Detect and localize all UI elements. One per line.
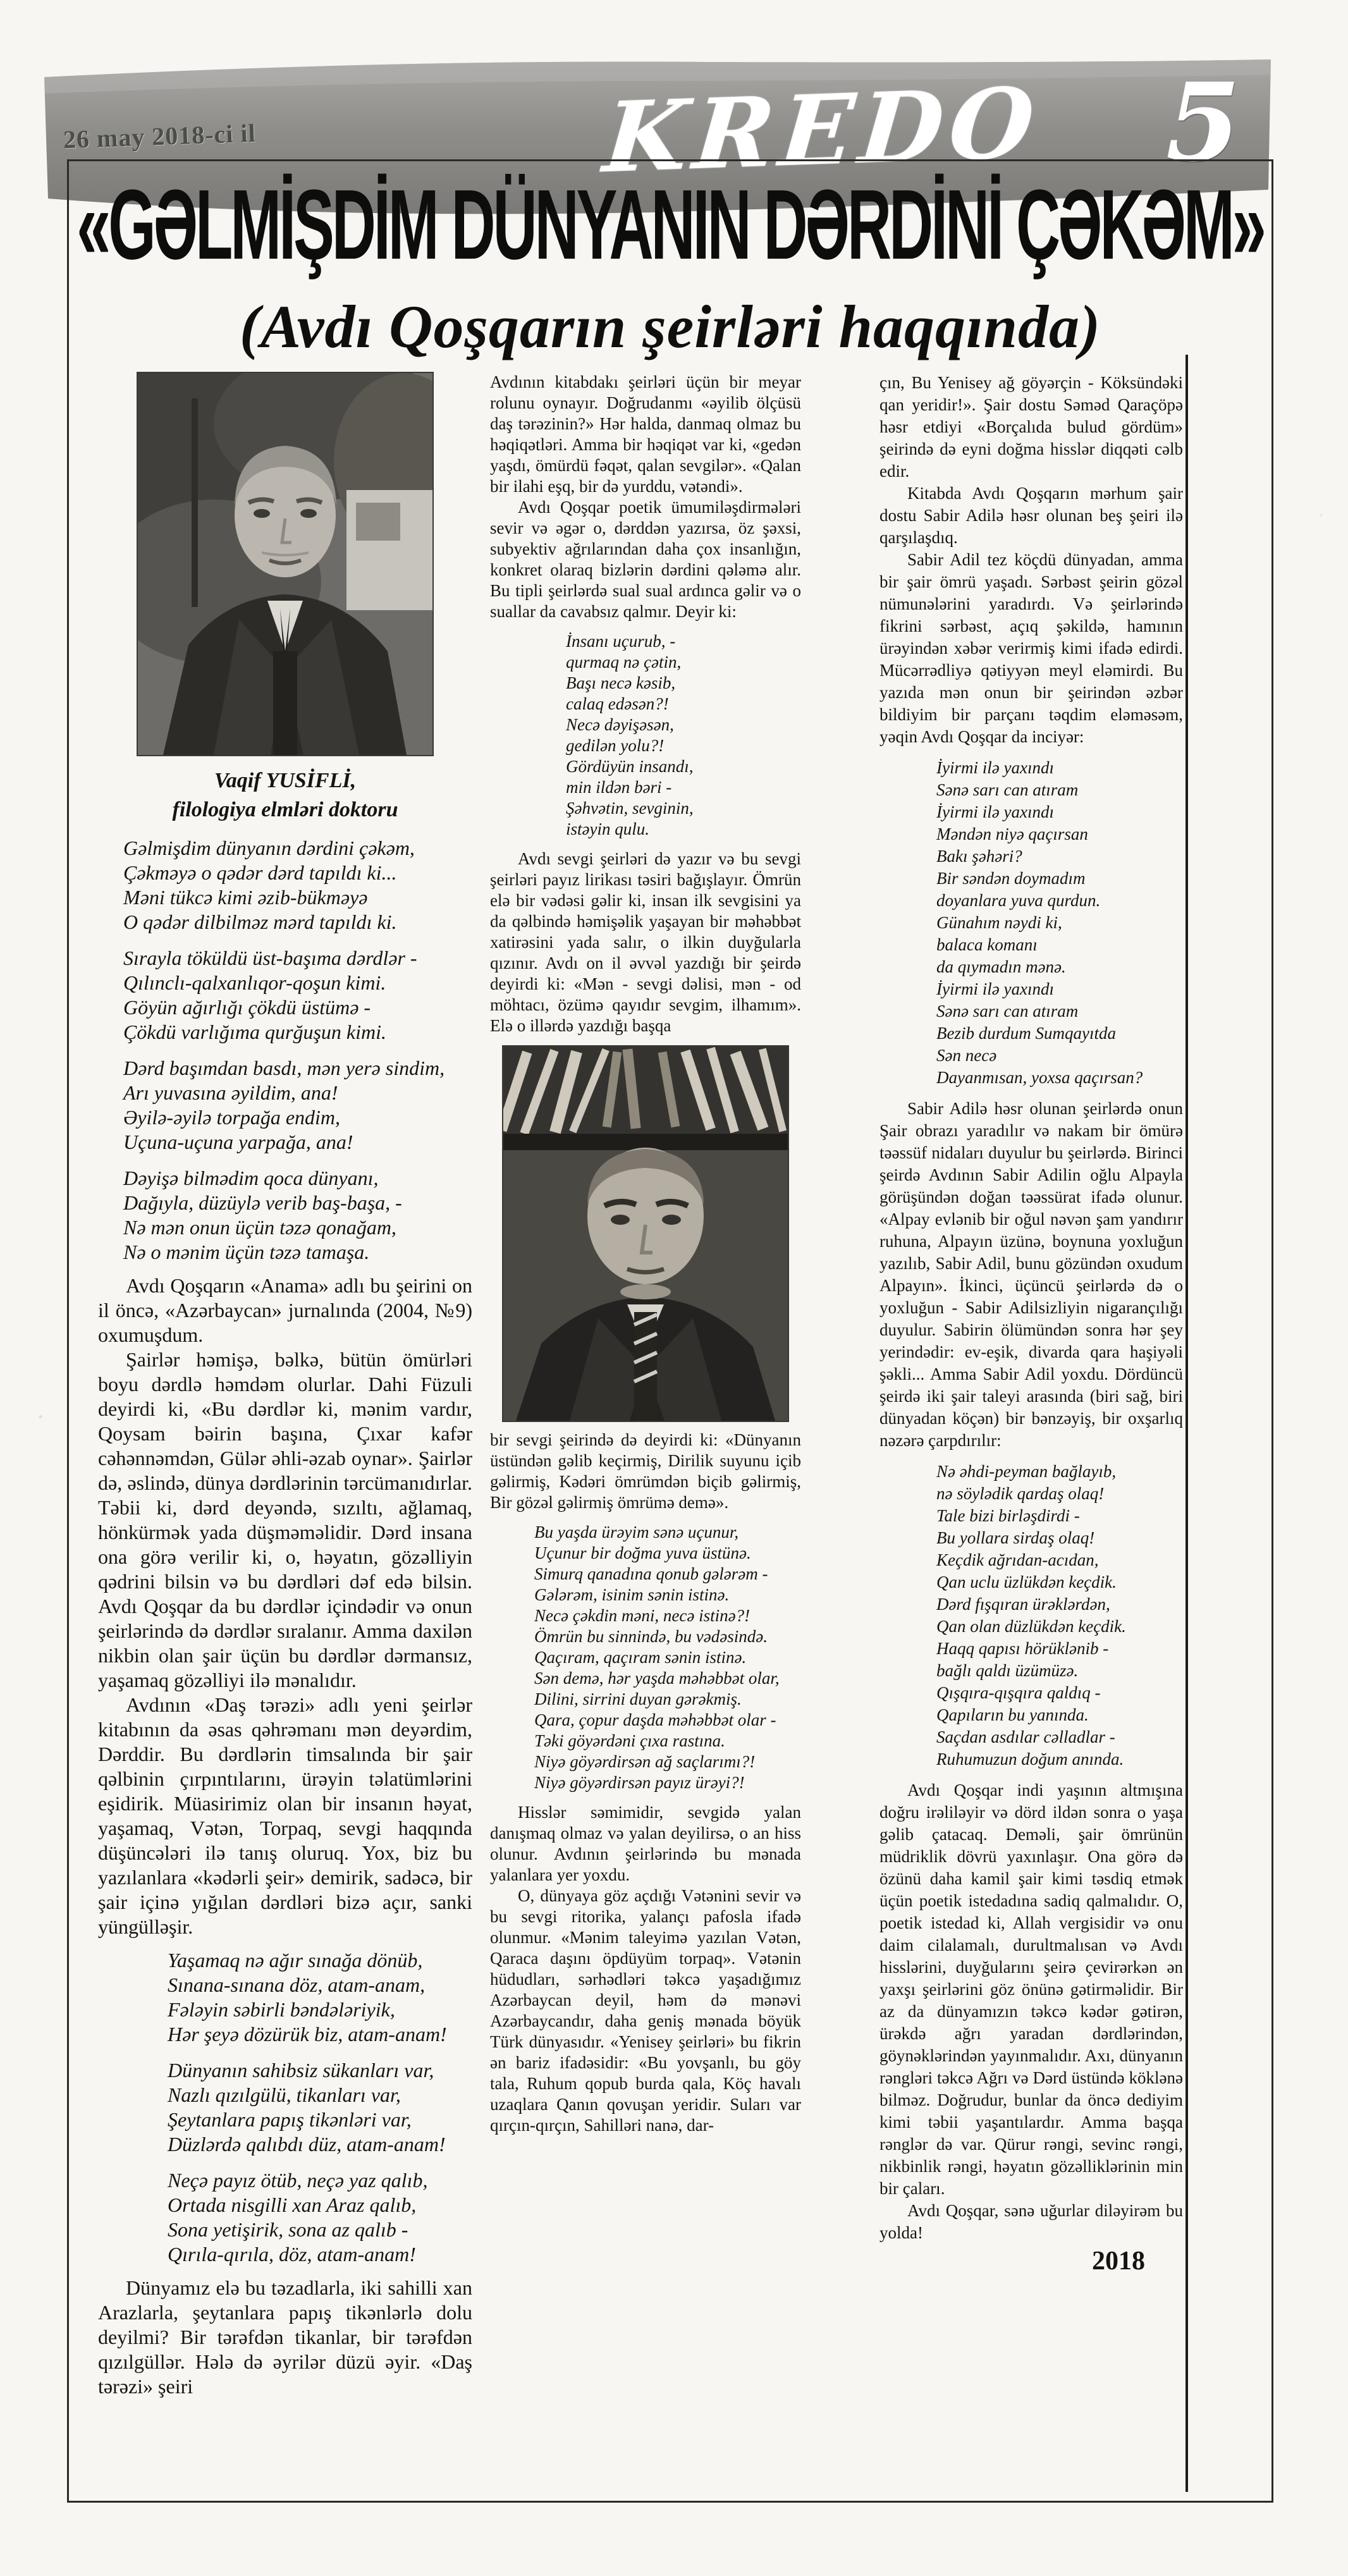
poem-line: Çökdü varlığıma qurğuşun kimi. — [123, 1021, 386, 1043]
poem-line: Şeytanlara papış tikənləri var, — [168, 2108, 412, 2131]
poem-line: Sən necə — [936, 1046, 997, 1065]
poem-line: Qışqıra-qışqıra qaldıq - — [936, 1683, 1101, 1702]
poem-line: Arı yuvasına əyildim, ana! — [123, 1081, 338, 1104]
vaqif-yusifli-photo — [137, 372, 434, 756]
column-right — [879, 372, 1183, 2487]
poem-line: Təki göyərdəni çıxa rastına. — [534, 1731, 725, 1750]
poem-line: Qılınclı-qalxanlıqor-qoşun kimi. — [123, 971, 386, 994]
poem-line: Bezib durdum Sumqayıtda — [936, 1024, 1116, 1043]
masthead-title: KREDO — [599, 65, 1045, 195]
para: Avdının «Daş tərəzi» adlı yeni şeirlər kitabının da əsas qəhrəmanı mən deyərdim, Dərddir. Bu dərdlərin timsalında bir şair qəlbinin çırpıntılarını, ürəyin təlatümlərini eşidirik. Müasirimiz olan bir insanın həyat, yaşamaq, Vətən, Torpaq, sevgi haqqında düşüncələri ilə tanış oluruq. Yox, biz bu yazılanlara «kədərli şeir» demirik, sadəcə, bir şair içinə yığılan dərdləri bizə açır, sanki yüngülləşir. — [98, 1693, 472, 1938]
poem-line: Bu yaşda ürəyim sənə uçunur, — [534, 1523, 739, 1542]
poem-insani-ucurub — [490, 631, 801, 840]
poem-line: Nazlı qızılgülü, tikanları var, — [168, 2083, 401, 2106]
poem-line: Simurq qanadına qonub gələrəm - — [534, 1564, 768, 1583]
stanza-gap — [123, 1155, 472, 1166]
para: Sabir Adil tez köçdü dünyadan, amma bir şair ömrü yaşadı. Sərbəst şeirin gözəl nümunələrini yaradırdı. Və şeirlərində fikrini sərbəst, açıq şəkildə, hamının ürəyindən xəbər verirmiş kimi ifadə edirdi. Mücərrədliyə qətiyyən meyl eləmirdi. Bu yazıda mən onun bir şeirindən əzbər bildiyim bir parçanı təqdim eləməsəm, yəqin Avdı Qoşqar da inciyər: — [879, 550, 1183, 746]
portrait-photo-icon — [503, 1046, 788, 1421]
poem-line: Hər şeyə dözürük biz, atam-anam! — [168, 2023, 447, 2045]
poem-line: Necə dəyişəsən, — [566, 715, 674, 734]
poem-line: Niyə göyərdirsən ağ saçlarımı?! — [534, 1752, 756, 1771]
poem-line: Qan olan düzlükdən keçdik. — [936, 1617, 1126, 1636]
poem-line: Nə o mənim üçün təzə tamaşa. — [123, 1241, 370, 1263]
poem-line: istəyin qulu. — [566, 819, 649, 838]
poem-line: Məndən niyə qaçırsan — [936, 825, 1088, 843]
poem-gelmisdim — [98, 836, 472, 1265]
para: Hisslər səmimidir, sevgidə yalan danışmaq olmaz və yalan deyilirsə, o an hiss olunur. Avdının şeirlərində bu mənada yalanlara yer yoxdu. — [490, 1803, 801, 1884]
article-year: 2018 — [1092, 2247, 1145, 2276]
poem-line: Dəyişə bilmədim qoca dünyanı, — [123, 1167, 379, 1189]
para: Kitabda Avdı Qoşqarın mərhum şair dostu Sabir Adilə həsr olunan beş şeiri ilə qarşılaşdıq. — [879, 484, 1183, 547]
stanza-gap — [168, 2047, 472, 2058]
poem-line: Nə əhdi-peyman bağlayıb, — [936, 1462, 1117, 1481]
para: O, dünyaya göz açdığı Vətənini sevir və bu sevgi ritorika, yalançı pafosla ifadə olunmur. «Mənim taleyimə yazılan Vətən, Qaraca daşını öpdüyüm torpaq». Vətənin hüdudları, sərhədləri təkcə yaşadığımız Azərbaycan deyil, həm də mənəvi Azərbaycandır, daha geniş mənada böyük Türk dünyasıdır. «Yenisey şeirləri» bu fikrin ən bariz ifadəsidir: «Bu yovşanlı, bu göy tala, Ruhum qopub burda qala, Köç havalı uzaqlara Qanın qovuşan yeridir. Suları var qırçın-qırçın, Sahilləri nanə, dar- — [490, 1886, 801, 2135]
para: Avdı Qoşqarın «Anama» adlı bu şeirini on il öncə, «Azərbaycan» jurnalında (2004, №9) oxumuşdum. — [98, 1274, 472, 1346]
poem-line: Qaçıram, qaçıram sənin istinə. — [534, 1648, 747, 1667]
poem-line: Bir səndən doymadım — [936, 869, 1086, 888]
poem-line: Dayanmısan, yoxsa qaçırsan? — [936, 1068, 1143, 1087]
poem-line: Tale bizi birləşdirdi - — [936, 1506, 1080, 1525]
poem-line: Dərd fışqıran ürəklərdən, — [936, 1595, 1110, 1614]
poem-line: Bakı şəhəri? — [936, 847, 1022, 866]
poem-line: Yaşamaq nə ağır sınağa dönüb, — [168, 1949, 423, 1972]
poem-line: Sona yetişirik, sona az qalıb - — [168, 2218, 408, 2241]
poem-line: Məni tükcə kimi əzib-bükməyə — [123, 886, 368, 909]
poem-atam-anam — [98, 1948, 472, 2267]
poem-line: İnsanı uçurub, - — [566, 632, 676, 651]
poem-line: bağlı qaldı üzümüzə. — [936, 1661, 1079, 1680]
portrait-photo-icon — [138, 373, 432, 755]
poem-line: İyirmi ilə yaxındı — [936, 979, 1054, 998]
para: Avdı Qoşqar poetik ümumiləşdirmələri sevir və əgər o, dərddən yazırsa, öz şəxsi, subyektiv ağrılarından daha çox insanlığın, konkret olaraq bizlərin dərdini qələmə alır. Bu tipli şeirlərdə sual sual ardınca gəlir və o suallar da cavabsız qalmır. Deyir ki: — [490, 498, 801, 621]
poem-line: Göyün ağırlığı çökdü üstümə - — [123, 996, 371, 1019]
stanza-gap — [123, 935, 472, 946]
poem-line: Uçunur bir doğma yuva üstünə. — [534, 1543, 751, 1562]
poem-line: Qapıların bu yanında. — [936, 1705, 1089, 1724]
para: Avdının kitabdakı şeirləri üçün bir meyar rolunu oynayır. Doğrudanmı «əyilib ölçüsü daş tərəzinin?» Hər halda, danmaq olmaz bu həqiqətləri. Amma bir həqiqət var ki, «gedən yaşdı, ömürdü fəqət, qalan sevgilər». «Qalan bir ilahi eşq, bir də yurddu, vətəndi». — [490, 372, 801, 496]
poem-line: Gördüyün insandı, — [566, 757, 694, 776]
poem-line: Bu yollara sirdaş olaq! — [936, 1528, 1095, 1547]
caption-line: filologiya elmləri doktoru — [172, 798, 398, 821]
poem-iyirmi-ile — [879, 757, 1183, 1089]
poem-line: balaca komanı — [936, 935, 1038, 954]
poem-line: Fələyin səbirli bəndələriyik, — [168, 1998, 395, 2021]
stanza-gap — [123, 1045, 472, 1056]
poem-line: Ruhumuzun doğum anında. — [936, 1750, 1124, 1769]
poem-line: Çəkməyə o qədər dərd tapıldı ki... — [123, 861, 397, 884]
poem-line: da qıymadın mənə. — [936, 957, 1066, 976]
issue-date: 26 may 2018-ci il — [63, 118, 257, 154]
avdi-qosqar-photo — [502, 1045, 789, 1422]
article-frame — [67, 159, 1273, 2503]
poem-line: Dağıyla, düzüylə verib baş-başa, - — [123, 1191, 402, 1214]
article-headline — [69, 168, 1271, 281]
poem-line: Haqq qapısı hörüklənib - — [936, 1639, 1109, 1658]
stanza-gap — [168, 2157, 472, 2168]
poem-line: Sən demə, hər yaşda məhəbbət olar, — [534, 1669, 780, 1688]
poem-line: Şəhvətin, sevginin, — [566, 799, 694, 818]
article-subtitle: (Avdı Qoşqarın şeirləri haqqında) — [240, 293, 1101, 360]
poem-line: Əyilə-əyilə torpağa endim, — [123, 1106, 341, 1129]
poem-line: Dünyanın sahibsiz sükanları var, — [168, 2059, 434, 2082]
poem-line: İyirmi ilə yaxındı — [936, 758, 1054, 777]
photo-caption — [98, 766, 472, 825]
poem-line: Ömrün bu sinnində, bu vədəsində. — [534, 1627, 768, 1646]
column-left — [98, 372, 472, 2487]
column-middle — [490, 372, 801, 2487]
poem-line: Qırıla-qırıla, döz, atam-anam! — [168, 2243, 416, 2266]
poem-line: Uçuna-uçuna yarpağa, ana! — [123, 1131, 353, 1153]
poem-line: Dilini, sirrini duyan gərəkmiş. — [534, 1690, 742, 1708]
poem-line: İyirmi ilə yaxındı — [936, 802, 1054, 821]
poem-line: Qan uclu üzlükdən keçdik. — [936, 1573, 1117, 1592]
poem-line: calaq edəsən?! — [566, 694, 669, 713]
poem-ehdi-peyman — [879, 1461, 1183, 1770]
poem-line: nə söylədik qardaş olaq! — [936, 1484, 1105, 1503]
poem-line: Düzlərdə qalıbdı düz, atam-anam! — [168, 2133, 446, 2156]
poem-line: O qədər dilbilməz mərd tapıldı ki. — [123, 911, 397, 933]
poem-line: Başı necə kəsib, — [566, 673, 676, 692]
poem-line: Keçdik ağrıdan-acıdan, — [936, 1550, 1099, 1569]
poem-line: Gələrəm, isinim sənin istinə. — [534, 1585, 730, 1604]
poem-line: qurmaq nə çətin, — [566, 653, 682, 672]
para: Avdı Qoşqar, sənə uğurlar diləyirəm bu yolda! — [879, 2201, 1183, 2242]
poem-line: min ildən bəri - — [566, 778, 672, 797]
poem-line: Dərd başımdan basdı, mən yerə sindim, — [123, 1057, 445, 1079]
poem-line: Gəlmişdim dünyanın dərdini çəkəm, — [123, 837, 415, 859]
poem-line: Nə mən onun üçün təzə qonağam, — [123, 1216, 396, 1239]
poem-line: Sırayla töküldü üst-başıma dərdlər - — [123, 947, 417, 969]
para: Dünyamız elə bu təzadlarla, iki sahilli xan Arazlarla, şeytanlara papış tikənlərlə dolu deyilmi? Bir tərəfdən tikanlar, bir tərəfdən qızılgüllər. Hələ də əyrilər düzü əyir. «Daş tərəzi» şeiri — [98, 2276, 472, 2398]
poem-line: Günahım nəydi ki, — [936, 913, 1062, 932]
poem-line: Sənə sarı can atıram — [936, 1002, 1079, 1021]
column-divider-rule — [1186, 355, 1188, 2492]
para: çın, Bu Yenisey ağ göyərçin - Köksündəki qan yeridir!». Şair dostu Səməd Qaraçöpə həsr etdiyi «Borçalıda bulud gördüm» şeirində də eyni doğma hisslər diqqəti cəlb edir. — [879, 373, 1183, 481]
poem-line: doyanlara yuva qurdun. — [936, 891, 1101, 910]
poem-line: Niyə göyərdirsən payız ürəyi?! — [534, 1773, 745, 1792]
poem-line: Sənə sarı can atıram — [936, 780, 1079, 799]
poem-line: gedilən yolu?! — [566, 736, 665, 755]
poem-line: Sınana-sınana döz, atam-anam, — [168, 1973, 426, 1996]
poem-line: Ortada nisgilli xan Araz qalıb, — [168, 2193, 417, 2216]
page-number: 5 — [1165, 59, 1241, 186]
para: Avdı Qoşqar indi yaşının altmışına doğru irəliləyir və dörd ildən sonra o yaşa gəlib çatacaq. Deməli, şair ömrünün müdriklik dövrü yaxınlaşır. Ona görə də özünü daha kamil şair kimi təsdiq etmək üçün poetik istedadına sadiq qalmalıdır. O, poetik istedad ki, Allah vergisidir və onu daim cilalamalı, durultmalısan və Avdı hisslərini, duyğularını şeirə çevirərkən ən yaxşı şeirlərini göz önünə gətirməlidir. Bir az da dünyamızın təkcə kədər gətirən, ürəkdə ağrı yaradan dərdlərindən, göynəklərindən yayınmalıdır. Axı, dünyanın rəngləri təkcə Ağrı və Dərd üstündə köklənə bilməz. Doğrudur, bunlar da öncə dediyim kimi təbii yaşantılardır. Amma başqa rənglər də var. Qürur rəngi, sevinc rəngi, nikbinlik rəngi, həyatın gözəlliklərinin min bir çaları. — [879, 1781, 1183, 2198]
caption-line: Vaqif YUSİFLİ, — [214, 769, 357, 792]
article-headline-text: «GƏLMİŞDİM DÜNYANIN DƏRDİNİ ÇƏKƏM» — [77, 168, 1264, 281]
poem-line: Qara, çopur daşda məhəbbət olar - — [534, 1710, 776, 1729]
para: Sabir Adilə həsr olunan şeirlərdə onun Şair obrazı yaradılır və nakam bir ömürə təəssüf nidaları duyulur bu şeirlərdə. Birinci şeirdə Avdının Sabir Adilin oğlu Alpayla görüşündən doğan təəssürat ifadə olunur. «Alpay evlənib bir oğul nəvən şam yandırır ruhuna, Alpayın üzünə, boynuna yoxluğun yazılıb, Sabir Adil, bunu gözündən oxudum Alpayın». İkinci, üçüncü şeirlərdə də o yoxluğun - Sabir Adilsizliyin nigarançılığı duyulur. Sabirin ölümündən sonra hər şey yerindədir: ev-eşik, divarda qara haşiyəli şəkli... Amma Sabir Adil yoxdu. Dördüncü şeirdə iki şair taleyi arasında (biri sağ, biri dünyadan köçən) bir bənzəyiş, bir oxşarlıq nəzərə çarpdırılır: — [879, 1099, 1183, 1450]
poem-line: Neçə payız ötüb, neçə yaz qalıb, — [168, 2169, 428, 2192]
para: Avdı sevgi şeirləri də yazır və bu sevgi şeirləri payız lirikası təsiri bağışlayır. Ömrün elə bir vədəsi gəlir ki, insan ilk sevgisini ya da qəlbində həmişəlik yaşayan bir məhəbbət xatirəsini yada salır, o ilkin duyğularla qızınır. Avdı on il əvvəl yazdığı bir şeirdə deyirdi ki: «Mən - sevgi dəlisi, mən - od möhtacı, özümə qayıdır sevgim, ilhamım». Elə o illərdə yazdığı başqa — [490, 849, 801, 1035]
poem-line: Saçdan asdılar cəlladlar - — [936, 1727, 1115, 1746]
poem-line: Necə çəkdin məni, necə istinə?! — [534, 1606, 751, 1625]
para: bir sevgi şeirində də deyirdi ki: «Dünyanın üstündən gəlib keçirmiş, Dirilik suyunu içib gəlirmiş, Kədəri ömrümdən biçib gəlirmiş, Bir gözəl gəlirmiş ömrümə demə». — [490, 1430, 801, 1512]
poem-bu-yasda — [490, 1522, 801, 1793]
para: Şairlər həmişə, bəlkə, bütün ömürləri boyu dərdlə həmdəm olurlar. Dahi Füzuli deyirdi ki, «Bu dərdlər ki, mənim vardır, Qoysam bəirin başına, Çıxar kafər cəhənnəmdən, Gülər əhli-əzab oynar». Şairlər də, əslində, dünya dərdlərinin tərcümanıdırlar. Təbii ki, dərd deyəndə, sızıltı, ağlamaq, hönkürmək yada düşməməlidir. Dərd insana ona görə verilir ki, o, həyatın, gözəlliyin qədrini bilsin və bu dərdləri dəf edə bilsin. Avdı Qoşqar da bu dərdlər içindədir və onun şeirlərində də dərdlər sıralanır. Amma daxilən nikbin olan şair üçün bu dərdlər dərmansız, yaşamaq gözəlliyi ilə mənalıdır. — [98, 1348, 472, 1691]
